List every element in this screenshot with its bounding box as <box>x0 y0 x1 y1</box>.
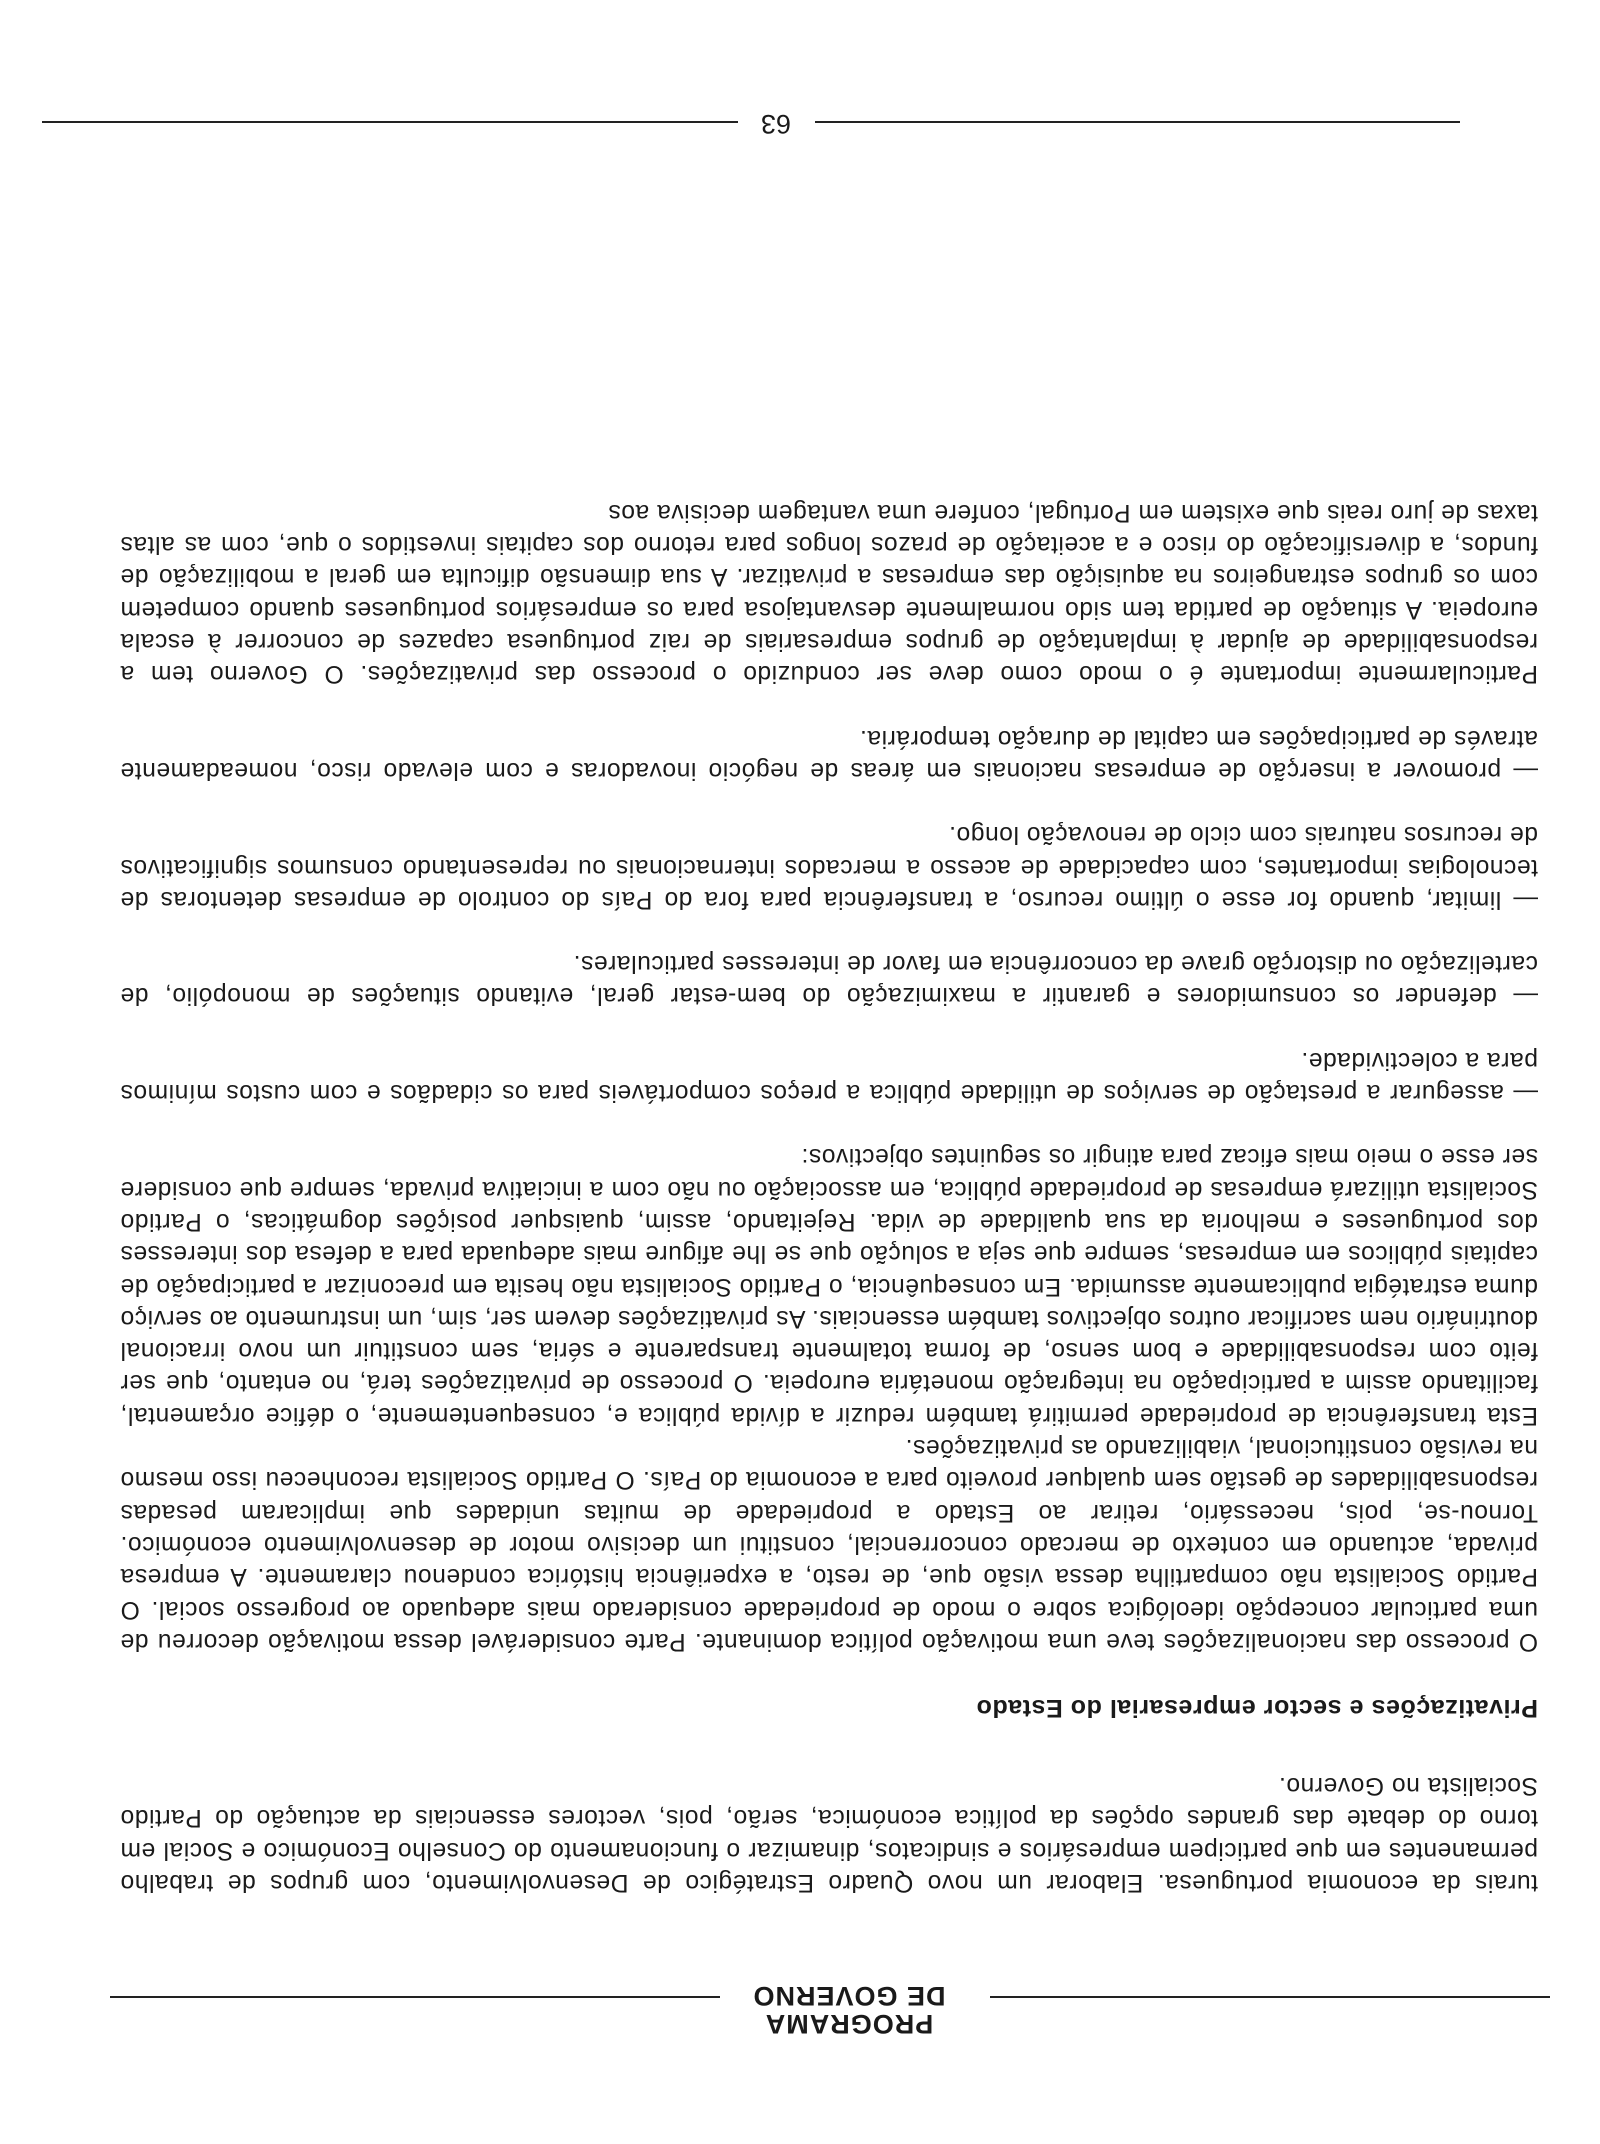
footer-rule-right <box>42 121 738 123</box>
page-header <box>0 1948 1600 2038</box>
header-title-line1: PROGRAMA <box>764 2009 934 2039</box>
objective-item-public-services: — assegurar a prestação de serviços de utilidade pública a preços comportáveis para os cidadãos e com custos mínimos para a colectividade. <box>120 1046 1538 1107</box>
page-footer <box>0 104 1600 144</box>
header-title-line2: DE GOVERNO <box>752 1981 946 2011</box>
header-rule-right <box>110 1996 720 1998</box>
header-rule-left <box>990 1996 1550 1998</box>
section-title: Privatizações e sector empresarial do Estado <box>976 1693 1538 1722</box>
objective-item-limit-transfer: — limitar, quando for esse o último recurso, a transferência para fora do País do controlo de empresas detentoras de tecnologias importantes, com capacidade de acesso a mercados internacionais ou representando consumos significativos de recursos naturais com ciclo de renovação longo. <box>120 821 1538 913</box>
paragraph-property-transfer: Esta transferência de propriedade permitirá também reduzir a dívida pública e, consequentemente, o défice orçamental, facilitando assim a participação na integração monetária europeia. O processo de privatizações terá, no entanto, que ser feito com responsabilidade e bom senso, de forma totalmente transparente e séria, sem constituir um novo irracional doutrinário nem sacrificar outros objectivos também essenciais. As privatizações devem ser, sim, um instrumento ao serviço duma estratégia publicamente assumida. Em consequência, o Partido Socialista não hesita em preconizar a participação de capitais públicos em empresas, sempre que seja a solução que se lhe afigure mais adequada para a defesa dos interesses dos portugueses e melhoria da sua qualidade de vida. Rejeitando, assim, quaisquer posições dogmáticas, o Partido Socialista utilizará empresas de propriedade pública, em associação ou não com a iniciativa privada, sempre que considere ser esse o meio mais eficaz para atingir os seguintes objectivos: <box>120 1143 1538 1429</box>
objective-item-consumers: — defender os consumidores e garantir a maximização do bem-estar geral, evitando situações de monopólio, de cartelização ou distorção grave da concorrência em favor de interesses particulares. <box>120 950 1538 1010</box>
page-number: 63 <box>760 109 792 139</box>
page-body <box>120 496 1538 1898</box>
paragraph-nationalizations: O processo das nacionalizações teve uma motivação política dominante. Parte considerável dessa motivação decorreu de uma particular concepção ideológica sobre o modo de propriedade considerado mais adequado ao progresso social. O Partido Socialista não compartilha dessa visão que, de resto, a experiência histórica condenou claramente. A empresa privada, actuando em contexto de mercado concorrencial, constitui um decisivo motor de desenvolvimento económico. Tornou-se, pois, necessário, retirar ao Estado a propriedade de muitas unidades que implicaram pesadas responsabilidades de gestão sem qualquer proveito para a economia do País. O Partido Socialista reconheceu isso mesmo na revisão constitucional, viabilizando as privatizações. <box>120 1434 1538 1655</box>
paragraph-privatization-process: Particularmente importante é o modo como deve ser conduzido o processo das privatizações. O Governo tem a responsabilidade de ajudar à implantação de grupos empresariais de raiz portuguesa capazes de concorrer à escala europeia. A situação de partida tem sido normalmente desvantajosa para os empresários portugueses quando competem com os grupos estrangeiros na aquisição das empresas a privatizar. A sua dimensão dificulta em geral a mobilização de fundos, a diversificação do risco e a aceitação de prazos longos para retorno dos capitais investidos o que, com as altas taxas de juro reais que existem em Portugal, confere uma vantagem decisiva aos <box>120 498 1538 688</box>
objective-item-innovation: — promover a inserção de empresas nacionais em áreas de negócio inovadoras e com elevado risco, nomeadamente através de participações em capital de duração temporária. <box>120 724 1538 784</box>
intro-paragraph: turais da economia portuguesa. Elaborar um novo Quadro Estratégico de Desenvolvimento, com grupos de trabalho permanentes em que participem empresários e sindicatos, dinamizar o funcionamento do Conselho Económico e Social em torno do debate das grandes opções da política económica, serão, pois, vectores essenciais da actuação do Partido Socialista no Governo. <box>120 1772 1538 1896</box>
footer-rule-left <box>815 121 1460 123</box>
header-title <box>734 1982 964 2038</box>
